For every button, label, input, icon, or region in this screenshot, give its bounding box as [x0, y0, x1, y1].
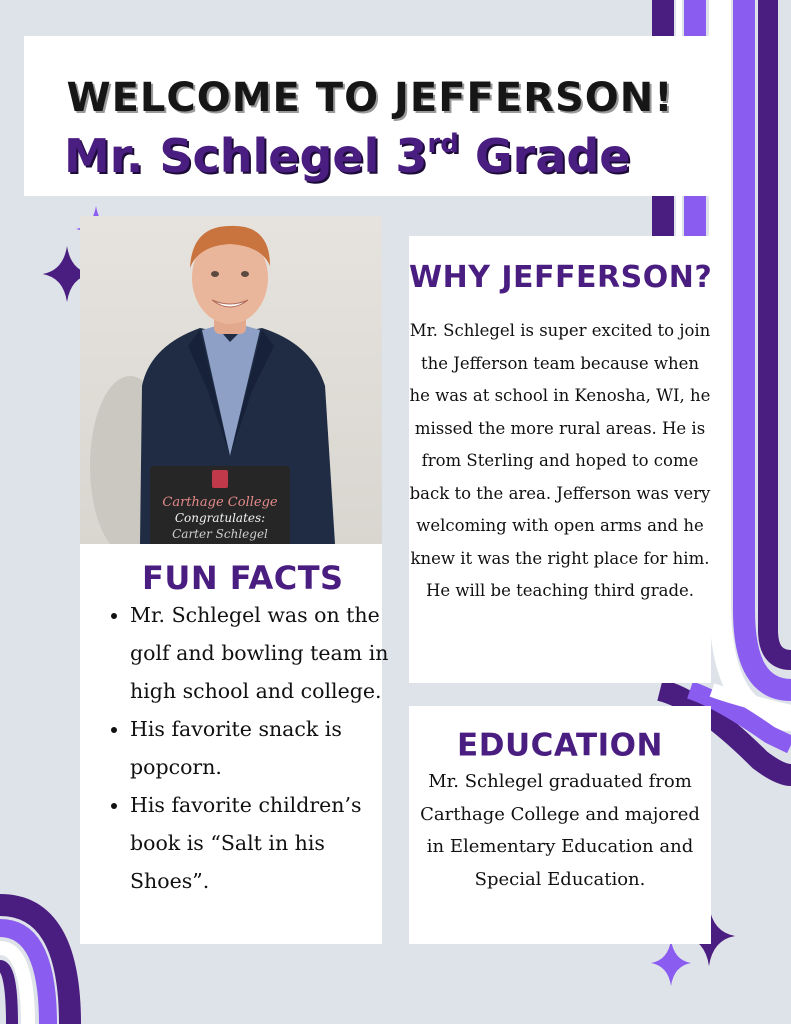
list-item: • His favorite children’s book is “Salt in his Shoes”. — [130, 786, 404, 900]
fun-facts-heading: FUN FACTS — [142, 559, 344, 597]
teacher-grade-heading — [64, 128, 631, 183]
teaching-note: He will be teaching third grade. — [425, 581, 695, 600]
sparkle-icon — [650, 940, 692, 986]
welcome-heading: WELCOME TO JEFFERSON! — [66, 75, 674, 121]
education-card — [409, 706, 711, 944]
education-body: Mr. Schlegel graduated from Carthage College and majored in Elementary Education and Special Education. — [420, 771, 700, 890]
ordinal-suffix: rd — [427, 128, 459, 159]
teacher-name-text: Mr. Schlegel 3 — [64, 129, 428, 183]
sign-name-text: Carter Schlegel — [172, 527, 268, 541]
fun-facts-list — [106, 596, 404, 900]
sign-congratulates-text: Congratulates: — [174, 511, 266, 525]
why-jefferson-heading: WHY JEFFERSON? — [409, 260, 713, 295]
why-jefferson-body — [409, 315, 711, 608]
education-heading: EDUCATION — [457, 727, 663, 764]
sign-college-text: Carthage College — [162, 495, 278, 510]
title-card — [24, 36, 716, 196]
fun-facts-card — [80, 544, 389, 944]
why-jefferson-card — [409, 236, 711, 683]
grade-text: Grade — [458, 129, 631, 183]
list-item: • Mr. Schlegel was on the golf and bowling team in high school and college. — [130, 596, 404, 710]
list-item: • His favorite snack is popcorn. — [130, 710, 404, 786]
teacher-photo — [80, 216, 382, 544]
why-jefferson-paragraph: Mr. Schlegel is super excited to join the Jefferson team because when he was at school in Kenosha, WI, he missed the more rural areas. He is from Sterling and hoped to come back to the area. Jefferson was very welcoming with open arms and he knew it was the right place for him. — [409, 321, 711, 568]
